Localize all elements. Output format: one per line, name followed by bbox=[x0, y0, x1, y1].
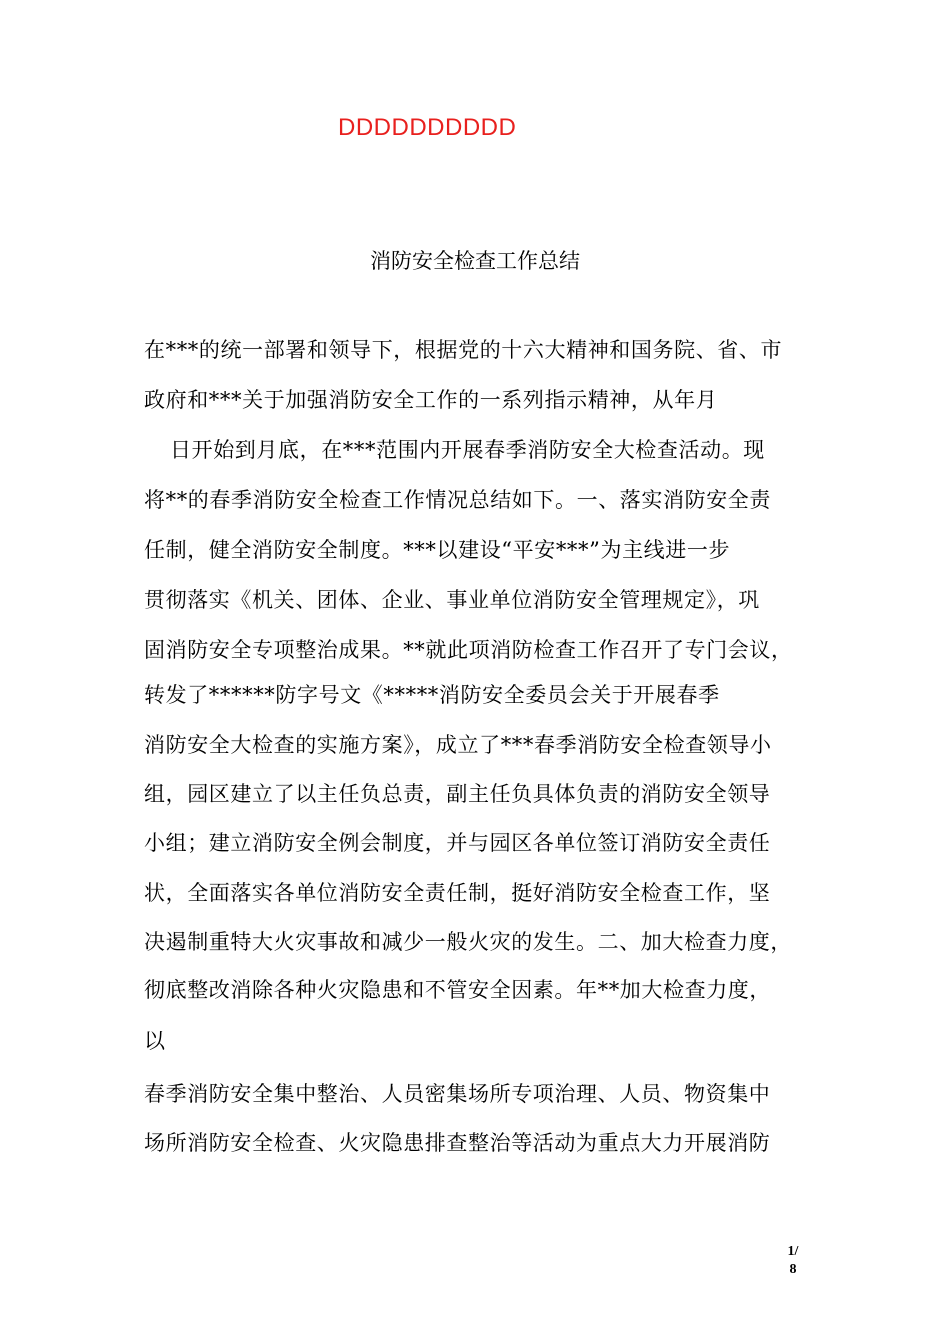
body-line: 日开始到月底，在***范围内开展春季消防安全大检查活动。现 bbox=[170, 438, 765, 462]
body-line: 状，全面落实各单位消防安全责任制，挺好消防安全检查工作，坚 bbox=[144, 881, 771, 905]
body-line: 以 bbox=[144, 1029, 166, 1053]
body-line: 小组；建立消防安全例会制度，并与园区各单位签订消防安全责任 bbox=[144, 831, 771, 855]
header-mark: DDDDDDDDDD bbox=[338, 114, 517, 141]
page-number-total: 8 bbox=[789, 1262, 797, 1277]
body-line: 任制，健全消防安全制度。***以建设“平安***”为主线进一步 bbox=[144, 538, 731, 562]
body-line: 场所消防安全检查、火灾隐患排查整治等活动为重点大力开展消防 bbox=[144, 1131, 771, 1155]
body-line: 春季消防安全集中整治、人员密集场所专项治理、人员、物资集中 bbox=[144, 1082, 771, 1106]
page-number bbox=[783, 1243, 803, 1279]
body-line: 在***的统一部署和领导下，根据党的十六大精神和国务院、省、市 bbox=[144, 338, 783, 362]
body-line: 将**的春季消防安全检查工作情况总结如下。一、落实消防安全责 bbox=[144, 488, 771, 512]
body-line: 彻底整改消除各种火灾隐患和不管安全因素。年**加大检查力度， bbox=[144, 978, 771, 1002]
body-line: 消防安全大检查的实施方案》，成立了***春季消防安全检查领导小 bbox=[144, 733, 772, 757]
body-line: 转发了******防字号文《*****消防安全委员会关于开展春季 bbox=[144, 683, 720, 707]
body-line: 组，园区建立了以主任负总责，副主任负具体负责的消防安全领导 bbox=[144, 782, 771, 806]
body-line: 政府和***关于加强消防安全工作的一系列指示精神，从年月 bbox=[144, 388, 718, 412]
body-line: 贯彻落实《机关、团体、企业、事业单位消防安全管理规定》，巩 bbox=[144, 588, 760, 612]
document-title: 消防安全检查工作总结 bbox=[370, 249, 580, 273]
body-line: 固消防安全专项整治成果。**就此项消防检查工作召开了专门会议， bbox=[144, 638, 793, 662]
body-line: 决遏制重特大火灾事故和减少一般火灾的发生。二、加大检查力度， bbox=[144, 930, 792, 954]
page-number-current: 1/ bbox=[787, 1244, 799, 1259]
